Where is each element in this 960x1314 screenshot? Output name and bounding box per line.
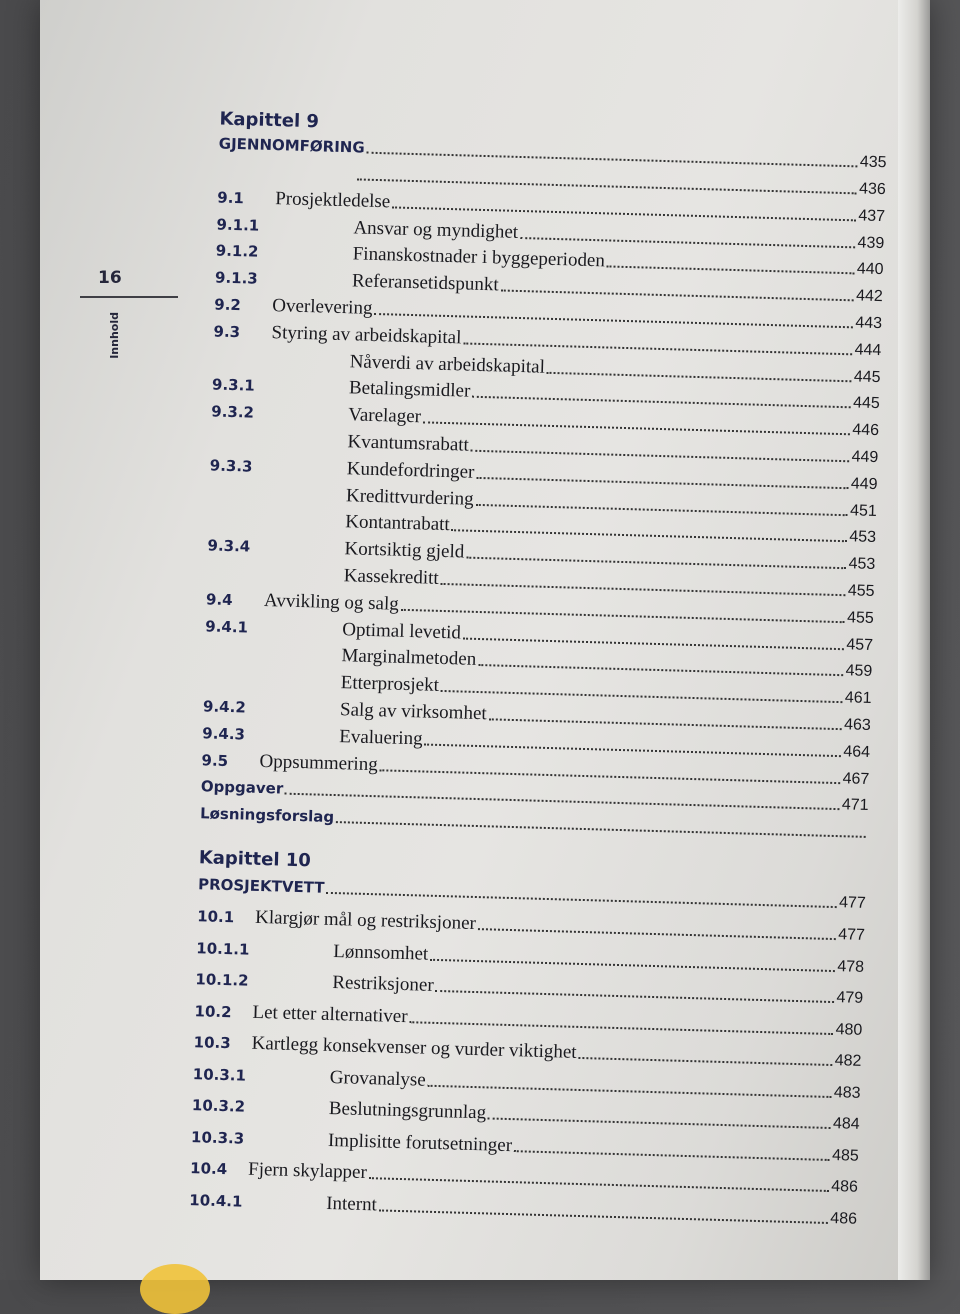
section-number: 9.1 — [217, 188, 245, 208]
section-number: 9.4.2 — [202, 697, 247, 717]
section-title: Grovanalyse — [329, 1066, 427, 1091]
section-title: Kartlegg konsekvenser og vurder viktighet — [251, 1032, 577, 1063]
leader-dots — [409, 1020, 833, 1035]
section-title: Kundefordringer — [346, 458, 475, 483]
toc-page-ref: 442 — [855, 287, 884, 306]
section-title: Prosjektledelse — [274, 187, 391, 213]
section-number: 10.3.3 — [190, 1127, 245, 1148]
section-number: 9.2 — [214, 295, 242, 315]
leader-dots — [336, 820, 866, 838]
section-title: Let etter alternativer — [252, 1001, 408, 1027]
section-number: 9.1.2 — [215, 241, 259, 262]
section-title: Referansetidspunkt — [351, 270, 499, 296]
leader-dots — [578, 1056, 832, 1066]
section-number: 9.1.1 — [216, 215, 260, 235]
section-title: Betalingsmidler — [348, 377, 471, 403]
toc-page-ref: 457 — [846, 635, 874, 654]
yellow-sticker — [140, 1264, 210, 1314]
section-title: Beslutningsgrunnlag — [328, 1097, 487, 1124]
section-number: 9.3.2 — [211, 402, 255, 422]
toc-page-ref: 485 — [831, 1146, 860, 1165]
section-number: 9.3 — [213, 322, 241, 342]
section-number: 9.3.3 — [209, 456, 253, 476]
toc-page-ref: 467 — [842, 769, 870, 788]
leader-dots — [478, 927, 836, 940]
section-title: Oppsummering — [259, 750, 379, 775]
toc-page-ref: 453 — [849, 528, 877, 547]
section-number: 9.4 — [205, 590, 233, 609]
section-title: Lønnsomhet — [332, 940, 429, 965]
leader-dots — [436, 989, 835, 1003]
section-number: 9.4.1 — [205, 616, 249, 637]
section-title: Klargjør mål og restriksjoner — [254, 906, 477, 935]
toc-page-ref: 479 — [836, 989, 864, 1007]
section-number: 9.4.3 — [202, 724, 246, 744]
toc-page-ref: 477 — [838, 926, 866, 944]
section-title: Kontantrabatt — [344, 511, 450, 536]
section-label: Innhold — [108, 312, 121, 359]
leader-dots — [379, 1208, 829, 1224]
toc-page-ref: 449 — [850, 475, 878, 493]
section-number: 10.1.2 — [195, 970, 249, 990]
section-title: Evaluering — [338, 725, 423, 750]
section-number: 9.3.1 — [211, 375, 256, 396]
toc-page-ref: 480 — [835, 1020, 863, 1039]
section-title: Nåverdi av arbeidskapital — [349, 350, 546, 378]
section-number: 10.2 — [194, 1001, 232, 1021]
leader-dots — [514, 1149, 830, 1161]
section-title: Kredittvurdering — [345, 484, 474, 510]
toc-page-ref: 455 — [847, 582, 875, 601]
section-title: Ansvar og myndighet — [353, 216, 519, 243]
chapter-9-title: GJENNOMFØRING — [218, 134, 365, 157]
toc-page-ref: 451 — [849, 501, 878, 520]
chapter-10-heading: Kapittel 10 — [198, 847, 312, 872]
section-title: Finanskostnader i byggeperioden — [352, 243, 606, 272]
section-title: Kortsiktig gjeld — [344, 538, 465, 563]
leader-dots — [430, 957, 835, 971]
toc-page-ref: 459 — [845, 662, 873, 681]
section-number: 10.3 — [193, 1033, 231, 1053]
toc-page-ref: 435 — [859, 153, 887, 172]
leader-dots — [428, 1083, 832, 1097]
section-number: 10.1 — [196, 907, 235, 927]
section-number: 9.5 — [201, 750, 229, 770]
toc-page-ref: 440 — [856, 260, 884, 279]
section-title: Kvantumsrabatt — [347, 431, 470, 456]
toc-page-ref: 478 — [837, 957, 865, 976]
toc-page-ref: 449 — [851, 448, 879, 467]
section-number: 10.4 — [189, 1159, 228, 1179]
section-title: Avvikling og salg — [263, 589, 400, 615]
toc-page-ref: 444 — [854, 341, 882, 359]
toc-page-ref: 445 — [853, 367, 881, 386]
toc-page-ref: 439 — [857, 234, 885, 252]
toc-page-ref: 482 — [834, 1052, 862, 1070]
section-title: Overlevering — [271, 295, 373, 319]
chapter-9-heading: Kapittel 9 — [219, 108, 320, 133]
toc-page-ref: 483 — [833, 1083, 861, 1102]
section-title: Styring av arbeidskapital — [271, 321, 462, 349]
toc-page-ref: 455 — [846, 609, 875, 627]
section-title: Optimal levetid — [341, 618, 462, 644]
toc-page-ref: 461 — [844, 689, 872, 708]
section-title: Fjern skylapper — [247, 1158, 368, 1184]
toc-page-ref: 464 — [843, 743, 871, 761]
toc-page-ref: 471 — [841, 796, 869, 815]
section-title: Kassekreditt — [343, 565, 440, 589]
page-number: 16 — [98, 268, 122, 288]
section-title: Løsningsforslag — [199, 804, 335, 827]
section-title: Restriksjoner — [332, 972, 434, 996]
table-of-contents — [168, 100, 940, 1280]
toc-page-ref: 436 — [858, 180, 887, 199]
section-number: 9.1.3 — [214, 268, 258, 288]
section-title: Marginalmetoden — [341, 645, 477, 671]
section-number: 10.3.1 — [192, 1064, 247, 1085]
chapter-10-title: PROSJEKTVETT — [197, 875, 325, 897]
toc-page-ref: 477 — [838, 894, 867, 912]
toc-page-ref: 484 — [832, 1115, 860, 1133]
section-number: 10.1.1 — [196, 938, 250, 959]
section-number: 9.3.4 — [207, 536, 251, 556]
section-title: Salg av virksomhet — [339, 699, 487, 725]
toc-page-ref: 446 — [852, 421, 880, 440]
section-title: Implisitte forutsetninger — [327, 1129, 513, 1156]
section-number: 10.3.2 — [191, 1096, 246, 1116]
toc-page-ref: 453 — [848, 555, 876, 574]
toc-page-ref: 486 — [830, 1178, 859, 1196]
section-title: Etterprosjekt — [340, 672, 440, 697]
toc-page-ref: 437 — [858, 207, 886, 225]
toc-page-ref: 443 — [855, 314, 883, 333]
toc-page-ref: 445 — [852, 394, 881, 413]
leader-dots — [488, 1116, 831, 1129]
section-title: Oppgaver — [200, 777, 284, 798]
section-title: Internt — [325, 1192, 378, 1215]
margin-rule — [80, 296, 178, 298]
section-title: Varelager — [347, 404, 422, 428]
toc-page-ref: 463 — [843, 716, 872, 734]
section-number: 10.4.1 — [189, 1190, 243, 1211]
toc-page-ref: 486 — [830, 1209, 858, 1228]
